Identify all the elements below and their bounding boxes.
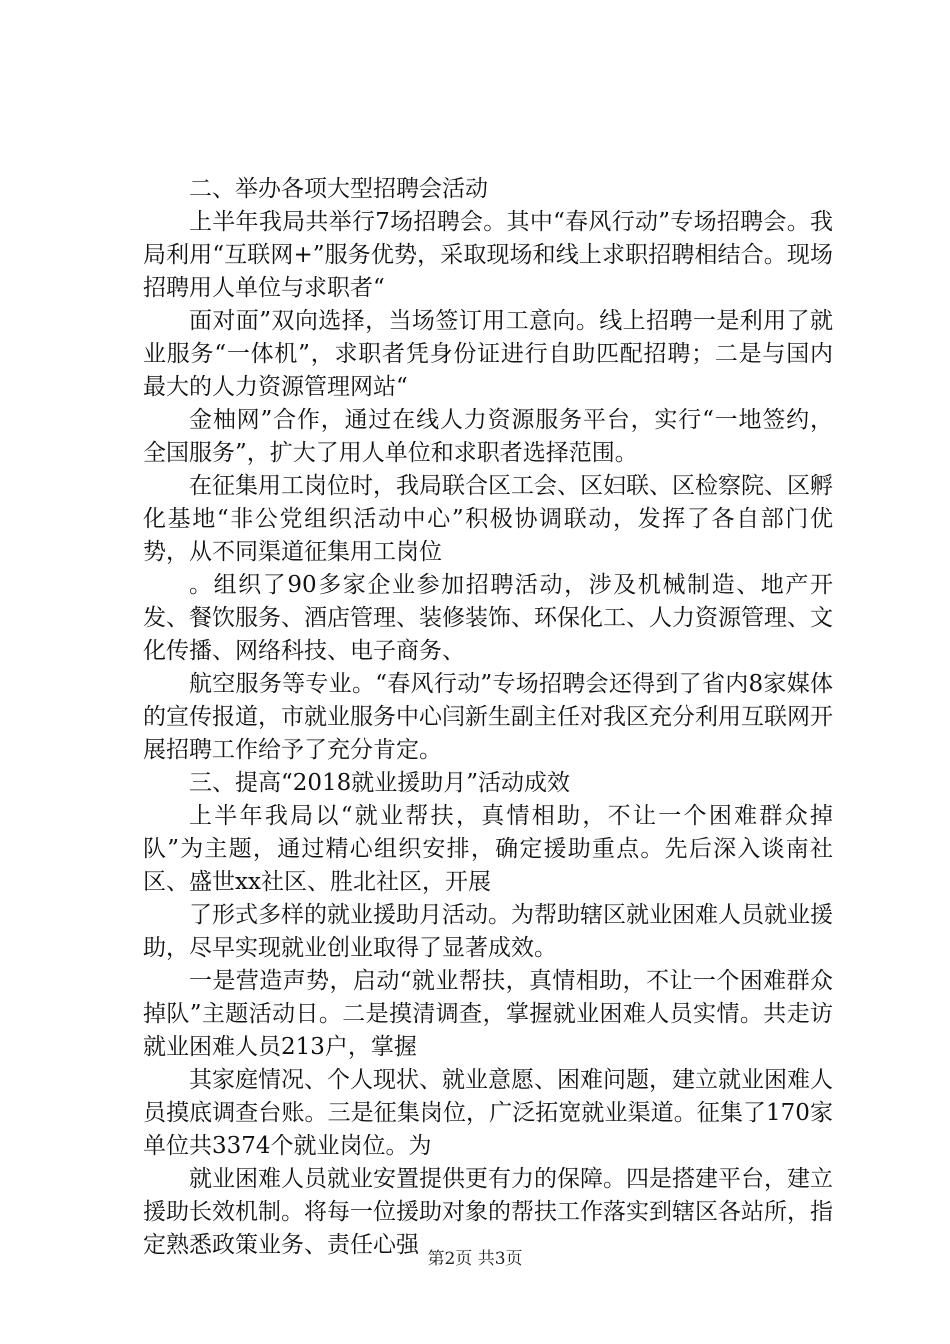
paragraph: 上半年我局以“就业帮扶，真情相助，不让一个困难群众掉队”为主题，通过精心组织安排，确定援助重点。先后深入谈南社区、盛世xx社区、胜北社区，开展 [143,803,833,895]
section-heading: 二、举办各项大型招聘会活动 [189,176,488,202]
paragraph: 其家庭情况、个人现状、就业意愿、困难问题，建立就业困难人员摸底调查台账。三是征集岗位，广泛拓宽就业渠道。征集了170家单位共3374个就业岗位。为 [143,1067,833,1159]
document-body [143,173,833,1262]
paragraph: 了形式多样的就业援助月活动。为帮助辖区就业困难人员就业援助，尽早实现就业创业取得了显著成效。 [143,902,833,961]
paragraph: 上半年我局共举行7场招聘会。其中“春风行动”专场招聘会。我局利用“互联网+”服务优势，采取现场和线上求职招聘相结合。现场招聘用人单位与求职者“ [143,209,833,301]
section-heading: 三、提高“2018就业援助月”活动成效 [189,770,571,796]
paragraph: 一是营造声势，启动“就业帮扶，真情相助，不让一个困难群众掉队”主题活动日。二是摸清调查，掌握就业困难人员实情。共走访就业困难人员213户，掌握 [143,968,833,1060]
paragraph: 面对面”双向选择，当场签订用工意向。线上招聘一是利用了就业服务“一体机”，求职者凭身份证进行自助匹配招聘；二是与国内最大的人力资源管理网站“ [143,308,833,400]
paragraph: 航空服务等专业。“春风行动”专场招聘会还得到了省内8家媒体的宣传报道，市就业服务中心闫新生副主任对我区充分利用互联网开展招聘工作给予了充分肯定。 [143,671,833,763]
paragraph: 金柚网”合作，通过在线人力资源服务平台，实行“一地签约，全国服务”，扩大了用人单位和求职者选择范围。 [143,407,833,466]
paragraph: 。组织了90多家企业参加招聘活动，涉及机械制造、地产开发、餐饮服务、酒店管理、装修装饰、环保化工、人力资源管理、文化传播、网络科技、电子商务、 [143,572,833,664]
paragraph: 在征集用工岗位时，我局联合区工会、区妇联、区检察院、区孵化基地“非公党组织活动中心”积极协调联动，发挥了各自部门优势，从不同渠道征集用工岗位 [143,473,833,565]
page-number-footer: 第2页 共3页 [427,1249,523,1269]
paragraph: 就业困难人员就业安置提供更有力的保障。四是搭建平台，建立援助长效机制。将每一位援助对象的帮扶工作落实到辖区各站所，指定熟悉政策业务、责任心强 [143,1166,833,1258]
